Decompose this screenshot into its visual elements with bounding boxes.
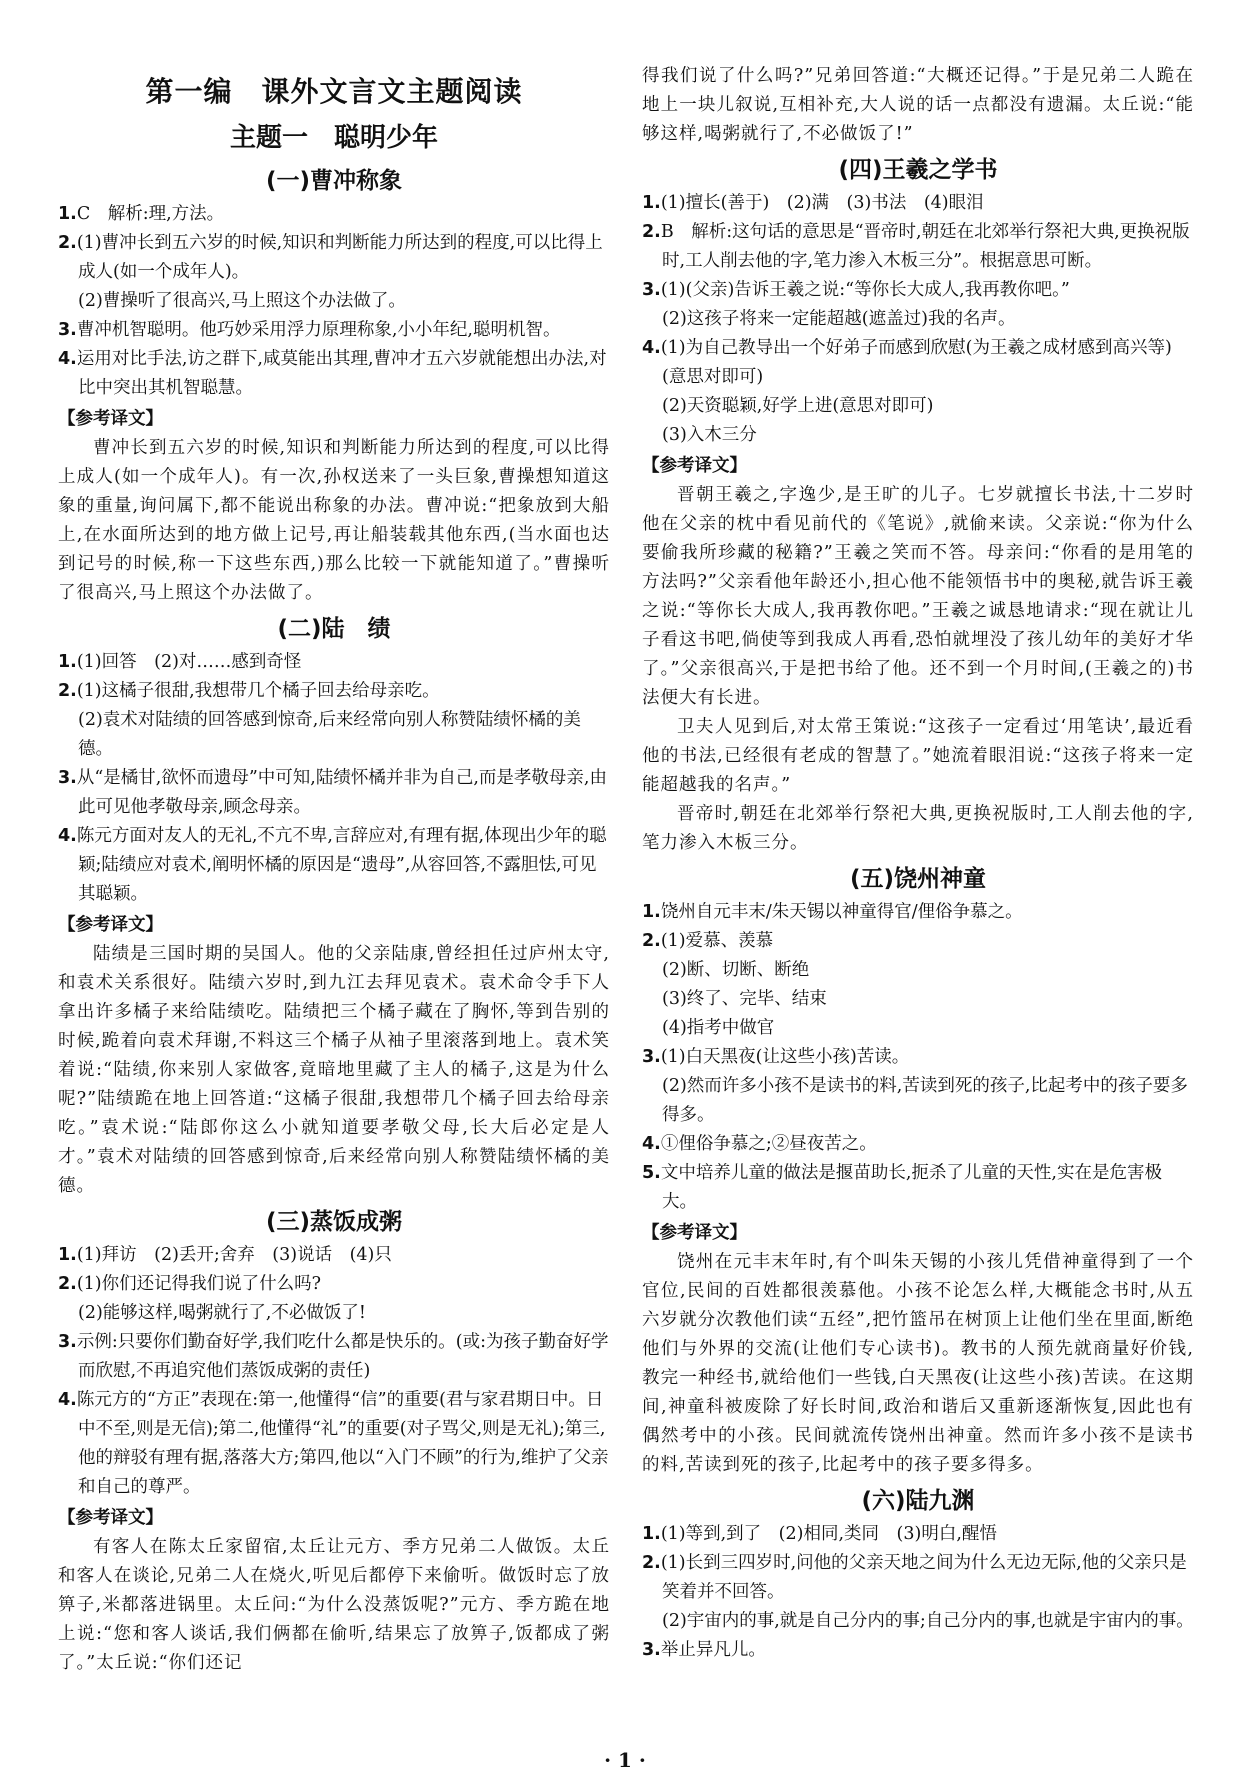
section-title-wang-xizhi: (四)王羲之学书 xyxy=(838,157,998,183)
answer-2: 2.B 解析:这句话的意思是“晋帝时,朝廷在北郊举行祭祀大典,更换祝版时,工人削去他的字,笔力渗入木板三分”。根据意思可断。 xyxy=(642,222,1190,271)
translation-text: 卫夫人见到后,对太常王策说:“这孩子一定看过‘用笔诀’,最近看他的书法,已经很有老成的智慧了。”她流着眼泪说:“这孩子将来一定能超越我的名声。” xyxy=(642,717,1194,795)
left-column xyxy=(58,62,610,1678)
answer-3: 3.举止异凡儿。 xyxy=(642,1640,766,1660)
reference-translation-label: 【参考译文】 xyxy=(58,915,163,935)
translation-text: 陆绩是三国时期的吴国人。他的父亲陆康,曾经担任过庐州太守,和袁术关系很好。陆绩六岁时,到九江去拜见袁术。袁术命令手下人拿出许多橘子来给陆绩吃。陆绩把三个橘子藏在了胸怀,等到告别的时候,跪着向袁术拜谢,不料这三个橘子从袖子里滚落到地上。袁术笑着说:“陆绩,你来别人家做客,竟暗地里藏了主人的橘子,这是为什么呢?”陆绩跪在地上回答道:“这橘子很甜,我想带几个橘子回去给母亲吃。”袁术说:“陆郎你这么小就知道要孝敬父母,长大后必定是人才。”袁术对陆绩的回答感到惊奇,后来经常向别人称赞陆绩怀橘的美德。 xyxy=(58,944,610,1196)
answer-3: 3.示例:只要你们勤奋好学,我们吃什么都是快乐的。(或:为孩子勤奋好学而欣慰,不再追究他们蒸饭成粥的责任) xyxy=(58,1332,609,1381)
answer-2: 2.(1)你们还记得我们说了什么吗? xyxy=(58,1274,321,1294)
answer-1: 1.(1)擅长(善于) (2)满 (3)书法 (4)眼泪 xyxy=(642,193,984,213)
theme-title: 主题一 聪明少年 xyxy=(229,123,438,153)
reference-translation-label: 【参考译文】 xyxy=(58,1508,163,1528)
answer-4: 4.①俚俗争慕之;②昼夜苦之。 xyxy=(642,1134,877,1154)
translation-continued: 得我们说了什么吗?”兄弟回答道:“大概还记得。”于是兄弟二人跪在地上一块儿叙说,互相补充,大人说的话一点都没有遗漏。太丘说:“能够这样,喝粥就行了,不必做饭了!” xyxy=(642,66,1194,144)
answer-2-sub: (2)曹操听了很高兴,马上照这个办法做了。 xyxy=(78,291,406,311)
answer-4-sub: (2)天资聪颖,好学上进(意思对即可) xyxy=(662,396,934,416)
page-number: · 1 · xyxy=(604,1748,646,1772)
answer-4: 4.陈元方面对友人的无礼,不亢不卑,言辞应对,有理有据,体现出少年的聪颖;陆绩应对袁术,阐明怀橘的原因是“遗母”,从容回答,不露胆怯,可见其聪颖。 xyxy=(58,826,607,904)
answer-1: 1.饶州自元丰末/朱天锡以神童得官/俚俗争慕之。 xyxy=(642,902,1023,922)
section-title-lu-jiuyuan: (六)陆九渊 xyxy=(861,1488,975,1514)
answer-3: 3.(1)(父亲)告诉王羲之说:“等你长大成人,我再教你吧。” xyxy=(642,280,1070,300)
answer-3: 3.从“是橘甘,欲怀而遗母”中可知,陆绩怀橘并非为自己,而是孝敬母亲,由此可见他孝敬母亲,顾念母亲。 xyxy=(58,768,607,817)
answer-5: 5.文中培养儿童的做法是揠苗助长,扼杀了儿童的天性,实在是危害极大。 xyxy=(642,1163,1162,1212)
section-title-raozhou: (五)饶州神童 xyxy=(849,866,987,892)
reference-translation-label: 【参考译文】 xyxy=(58,409,163,429)
translation-text: 晋帝时,朝廷在北郊举行祭祀大典,更换祝版时,工人削去他的字,笔力渗入木板三分。 xyxy=(642,804,1194,853)
answer-2-sub: (3)终了、完毕、结束 xyxy=(662,989,827,1009)
answer-2-sub: (4)指考中做官 xyxy=(662,1018,775,1038)
translation-text: 饶州在元丰末年时,有个叫朱天锡的小孩儿凭借神童得到了一个官位,民间的百姓都很羡慕他。小孩不论怎么样,大概能念书时,从五六岁就分次教他们读“五经”,把竹篮吊在树顶上让他们坐在里面,断绝他们与外界的交流(让他们专心读书)。教书的人预先就商量好价钱,教完一种经书,就给他们一些钱,白天黑夜(让这些小孩)苦读。在这期间,神童科被废除了好长时间,政治和谐后又重新逐渐恢复,因此也有偶然考中的小孩。民间就流传饶州出神童。然而许多小孩不是读书的料,苦读到死的孩子,比起考中的孩子要多得多。 xyxy=(642,1252,1194,1475)
answer-2-sub: (2)袁术对陆绩的回答感到惊奇,后来经常向别人称赞陆绩怀橘的美德。 xyxy=(78,710,581,759)
answer-1: 1.(1)等到,到了 (2)相同,类同 (3)明白,醒悟 xyxy=(642,1524,997,1544)
answer-2: 2.(1)曹冲长到五六岁的时候,知识和判断能力所达到的程度,可以比得上成人(如一个成年人)。 xyxy=(58,233,603,282)
page-title: 第一编 课外文言文主题阅读 xyxy=(145,75,523,108)
answer-3-sub: (2)然而许多小孩不是读书的料,苦读到死的孩子,比起考中的孩子要多得多。 xyxy=(662,1076,1188,1125)
reference-translation-label: 【参考译文】 xyxy=(642,456,747,476)
section-title-cao-chong: (一)曹冲称象 xyxy=(265,168,403,194)
answer-1: 1.(1)回答 (2)对……感到奇怪 xyxy=(58,652,302,672)
answer-3-sub: (2)这孩子将来一定能超越(遮盖过)我的名声。 xyxy=(662,309,1016,329)
answer-4: 4.运用对比手法,访之群下,咸莫能出其理,曹冲才五六岁就能想出办法,对比中突出其机智聪慧。 xyxy=(58,349,607,398)
answer-3: 3.(1)白天黑夜(让这些小孩)苦读。 xyxy=(642,1047,910,1067)
answer-1: 1.(1)拜访 (2)丢开;舍弃 (3)说话 (4)只 xyxy=(58,1245,392,1265)
reference-translation-label: 【参考译文】 xyxy=(642,1223,747,1243)
section-title-lu-ji: (二)陆 绩 xyxy=(277,616,391,642)
answer-4-sub: (3)入木三分 xyxy=(662,425,757,445)
answer-2: 2.(1)这橘子很甜,我想带几个橘子回去给母亲吃。 xyxy=(58,681,440,701)
answer-2-sub: (2)断、切断、断绝 xyxy=(662,960,810,980)
right-column xyxy=(642,62,1194,1665)
answer-2: 2.(1)长到三四岁时,问他的父亲天地之间为什么无边无际,他的父亲只是笑着并不回答。 xyxy=(642,1553,1187,1602)
translation-text: 有客人在陈太丘家留宿,太丘让元方、季方兄弟二人做饭。太丘和客人在谈论,兄弟二人在烧火,听见后都停下来偷听。做饭时忘了放箅子,米都落进锅里。太丘问:“为什么没蒸饭呢?”元方、季方跪在地上说:“您和客人谈话,我们俩都在偷听,结果忘了放箅子,饭都成了粥了。”太丘说:“你们还记 xyxy=(58,1537,610,1673)
answer-4: 4.陈元方的“方正”表现在:第一,他懂得“信”的重要(君与家君期日中。日中不至,则是无信);第二,他懂得“礼”的重要(对子骂父,则是无礼);第三,他的辩驳有理有据,落落大方;第四,他以“入门不顾”的行为,维护了父亲和自己的尊严。 xyxy=(58,1390,609,1497)
translation-text: 晋朝王羲之,字逸少,是王旷的儿子。七岁就擅长书法,十二岁时他在父亲的枕中看见前代的《笔说》,就偷来读。父亲说:“你为什么要偷我所珍藏的秘籍?”王羲之笑而不答。母亲问:“你看的是用笔的方法吗?”父亲看他年龄还小,担心他不能领悟书中的奥秘,就告诉王羲之说:“等你长大成人,我再教你吧。”王羲之诚恳地请求:“现在就让儿子看这书吧,倘使等到我成人再看,恐怕就埋没了孩儿幼年的美好才华了。”父亲很高兴,于是把书给了他。还不到一个月时间,(王羲之的)书法便大有长进。 xyxy=(642,485,1194,708)
translation-text: 曹冲长到五六岁的时候,知识和判断能力所达到的程度,可以比得上成人(如一个成年人)。有一次,孙权送来了一头巨象,曹操想知道这象的重量,询问属下,都不能说出称象的办法。曹冲说:“把象放到大船上,在水面所达到的地方做上记号,再让船装载其他东西,(当水面也达到记号的时候,称一下这些东西,)那么比较一下就能知道了。”曹操听了很高兴,马上照这个办法做了。 xyxy=(58,438,610,603)
answer-1: 1.C 解析:理,方法。 xyxy=(58,204,225,224)
section-title-zheng-fan: (三)蒸饭成粥 xyxy=(265,1209,403,1235)
answer-2: 2.(1)爱慕、羡慕 xyxy=(642,931,774,951)
answer-3: 3.曹冲机智聪明。他巧妙采用浮力原理称象,小小年纪,聪明机智。 xyxy=(58,320,561,340)
answer-4: 4.(1)为自己教导出一个好弟子而感到欣慰(为王羲之成材感到高兴等)(意思对即可) xyxy=(642,338,1172,387)
answer-2-sub: (2)宇宙内的事,就是自己分内的事;自己分内的事,也就是宇宙内的事。 xyxy=(662,1611,1194,1631)
answer-2-sub: (2)能够这样,喝粥就行了,不必做饭了! xyxy=(78,1303,366,1323)
